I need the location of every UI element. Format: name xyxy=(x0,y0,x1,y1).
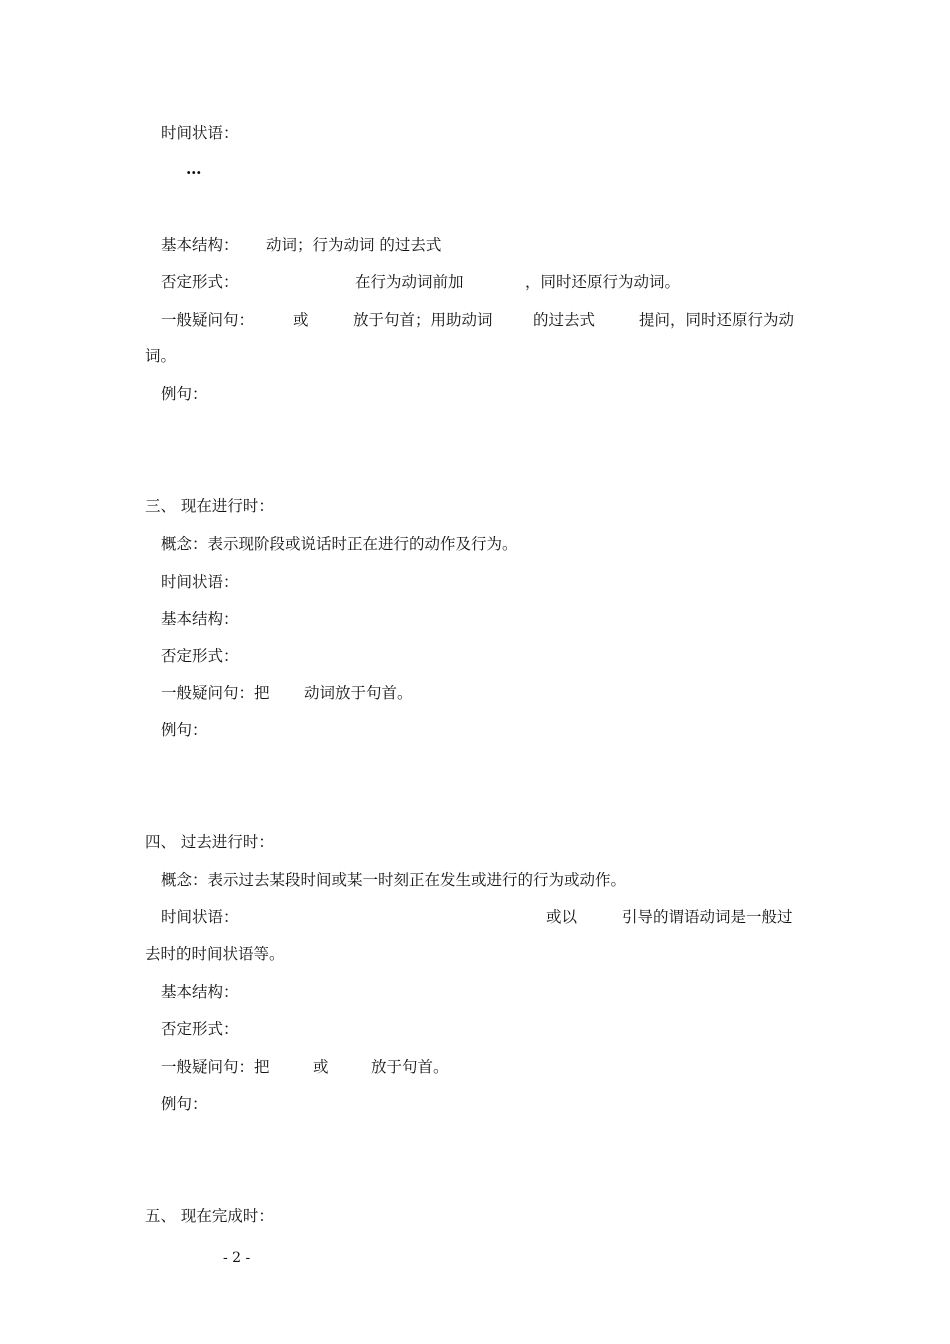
page-number: - 2 - xyxy=(223,1250,251,1266)
section4-time-label: 时间状语： xyxy=(161,908,239,926)
general-question-text-a: 放于句首；用助动词 xyxy=(353,311,493,329)
section4-concept: 概念：表示过去某段时间或某一时刻正在发生或进行的行为或动作。 xyxy=(161,871,627,889)
time-adverbial-label: 时间状语： xyxy=(161,124,239,142)
basic-structure-text: 动词；行为动词 的过去式 xyxy=(266,236,442,254)
general-question-text-d: 词。 xyxy=(145,347,177,365)
negative-form-text-a: 在行为动词前加 xyxy=(355,273,464,291)
section4-question-b: 放于句首。 xyxy=(371,1058,449,1076)
ellipsis: … xyxy=(186,159,202,178)
section4-time-text-b: 去时的时间状语等。 xyxy=(145,945,285,963)
negative-form-label: 否定形式： xyxy=(161,273,239,291)
section3-concept: 概念：表示现阶段或说话时正在进行的动作及行为。 xyxy=(161,535,518,553)
section3-structure-label: 基本结构： xyxy=(161,610,239,628)
section4-time-text-a: 引导的谓语动词是一般过 xyxy=(622,908,793,926)
section3-negative-label: 否定形式： xyxy=(161,647,239,665)
section3-time-label: 时间状语： xyxy=(161,573,239,591)
section3-example-label: 例句： xyxy=(161,721,208,739)
section4-structure-label: 基本结构： xyxy=(161,983,239,1001)
basic-structure-label: 基本结构： xyxy=(161,236,239,254)
section4-negative-label: 否定形式： xyxy=(161,1020,239,1038)
general-question-text-b: 的过去式 xyxy=(533,311,596,329)
general-question-label: 一般疑问句： xyxy=(161,311,255,329)
general-question-or: 或 xyxy=(293,311,309,329)
section4-question-or: 或 xyxy=(313,1058,329,1076)
example-label: 例句： xyxy=(161,385,208,403)
section4-question-a: 一般疑问句：把 xyxy=(161,1058,270,1076)
general-question-text-c: 提问，同时还原行为动 xyxy=(639,311,795,329)
section3-heading: 三、 现在进行时： xyxy=(145,497,274,515)
section4-heading: 四、 过去进行时： xyxy=(145,833,274,851)
section4-time-or: 或以 xyxy=(546,908,578,926)
negative-form-text-b: ，同时还原行为动词。 xyxy=(525,273,681,291)
section3-question-a: 一般疑问句：把 xyxy=(161,684,270,702)
section5-heading: 五、 现在完成时： xyxy=(145,1207,274,1225)
section4-example-label: 例句： xyxy=(161,1095,208,1113)
section3-question-b: 动词放于句首。 xyxy=(304,684,413,702)
